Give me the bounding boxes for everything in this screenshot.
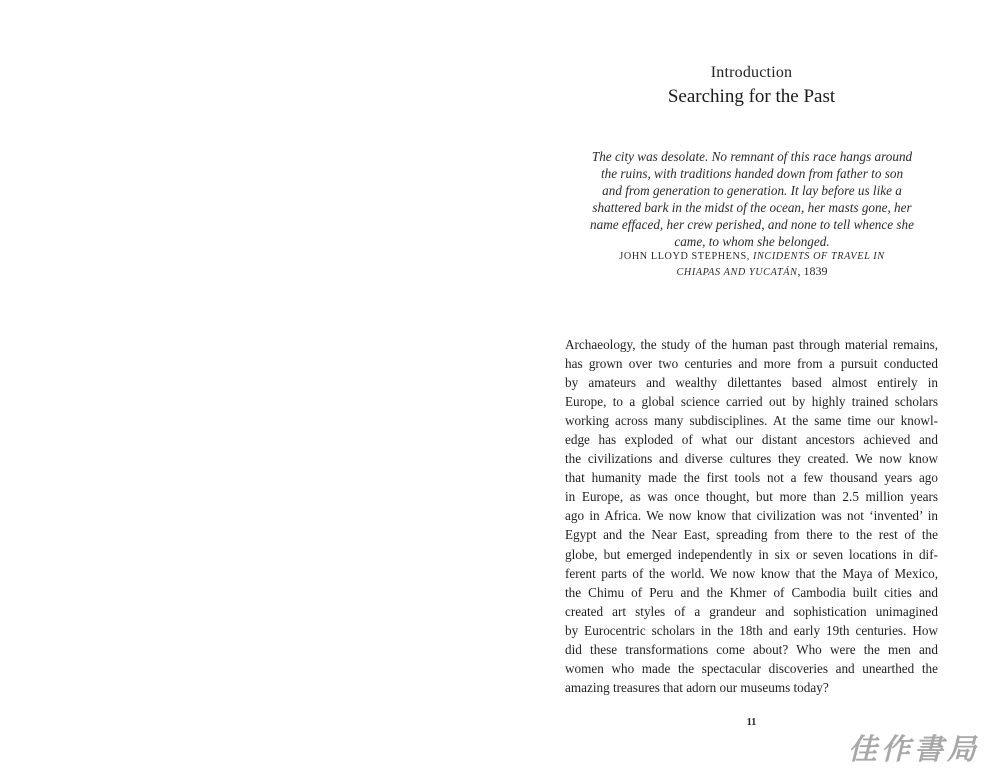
chapter-label: Introduction	[710, 64, 793, 81]
body-line: working across many subdisciplines. At the same time our knowl-	[565, 413, 938, 429]
left-page-blank	[0, 0, 500, 767]
body-line: Europe, to a global science carried out by highly trained scholars	[565, 394, 938, 410]
body-line: women who made the spectacular discoveries and unearthed the	[565, 660, 938, 676]
epigraph	[582, 149, 922, 250]
body-line: by amateurs and wealthy dilettantes based almost entirely in	[565, 375, 938, 391]
body-line-last: amazing treasures that adorn our museums today?	[565, 679, 829, 695]
epigraph-line: came, to whom she belonged.	[674, 233, 830, 249]
attribution-work-part-2: CHIAPAS AND YUCATÁN	[676, 267, 798, 278]
body-line: ferent parts of the world. We now know that the Maya of Mexico,	[565, 565, 938, 581]
body-line: the Chimu of Peru and the Khmer of Cambodia built cities and	[565, 584, 938, 600]
attribution-author: JOHN LLOYD STEPHENS,	[619, 251, 750, 262]
body-line: created art styles of a grandeur and sophistication unimagined	[565, 603, 938, 619]
body-line: the civilizations and diverse cultures they created. We now know	[565, 451, 938, 467]
attribution-line-1	[600, 250, 904, 264]
body-line: has grown over two centuries and more from a pursuit conducted	[565, 356, 938, 372]
epigraph-line: the ruins, with traditions handed down from father to son	[600, 165, 904, 181]
body-line: globe, but emerged independently in six or seven locations in dif-	[565, 546, 938, 562]
attribution-line-2	[600, 264, 904, 280]
body-line: ago in Africa. We now know that civilization was not ‘invented’ in	[565, 508, 938, 524]
body-paragraph	[565, 335, 938, 697]
body-line: Egypt and the Near East, spreading from there to the rest of the	[565, 527, 938, 543]
epigraph-line: name effaced, her crew perished, and none to tell whence she	[590, 216, 914, 232]
epigraph-attribution	[600, 250, 904, 280]
attribution-year: , 1839	[797, 264, 828, 278]
watermark-logo: 佳作書局	[848, 732, 981, 766]
body-line: Archaeology, the study of the human past through material remains,	[565, 337, 938, 352]
body-line: by Eurocentric scholars in the 18th and early 19th centuries. How	[565, 622, 938, 638]
body-line: did these transformations come about? Who were the men and	[565, 641, 938, 657]
epigraph-line: and from generation to generation. It lay before us like a	[602, 182, 902, 198]
page-number: 11	[746, 717, 757, 728]
epigraph-line: shattered bark in the midst of the ocean, her masts gone, her	[592, 199, 912, 215]
body-line: edge has exploded of what our distant ancestors achieved and	[565, 432, 938, 448]
body-line: that humanity made the first tools not a few thousand years ago	[565, 470, 938, 486]
epigraph-line: The city was desolate. No remnant of this race hangs around	[591, 149, 913, 164]
body-line: in Europe, as was once thought, but more than 2.5 million years	[565, 489, 938, 505]
chapter-title: Searching for the Past	[667, 86, 836, 107]
attribution-work-part-1: INCIDENTS OF TRAVEL IN	[753, 251, 885, 262]
